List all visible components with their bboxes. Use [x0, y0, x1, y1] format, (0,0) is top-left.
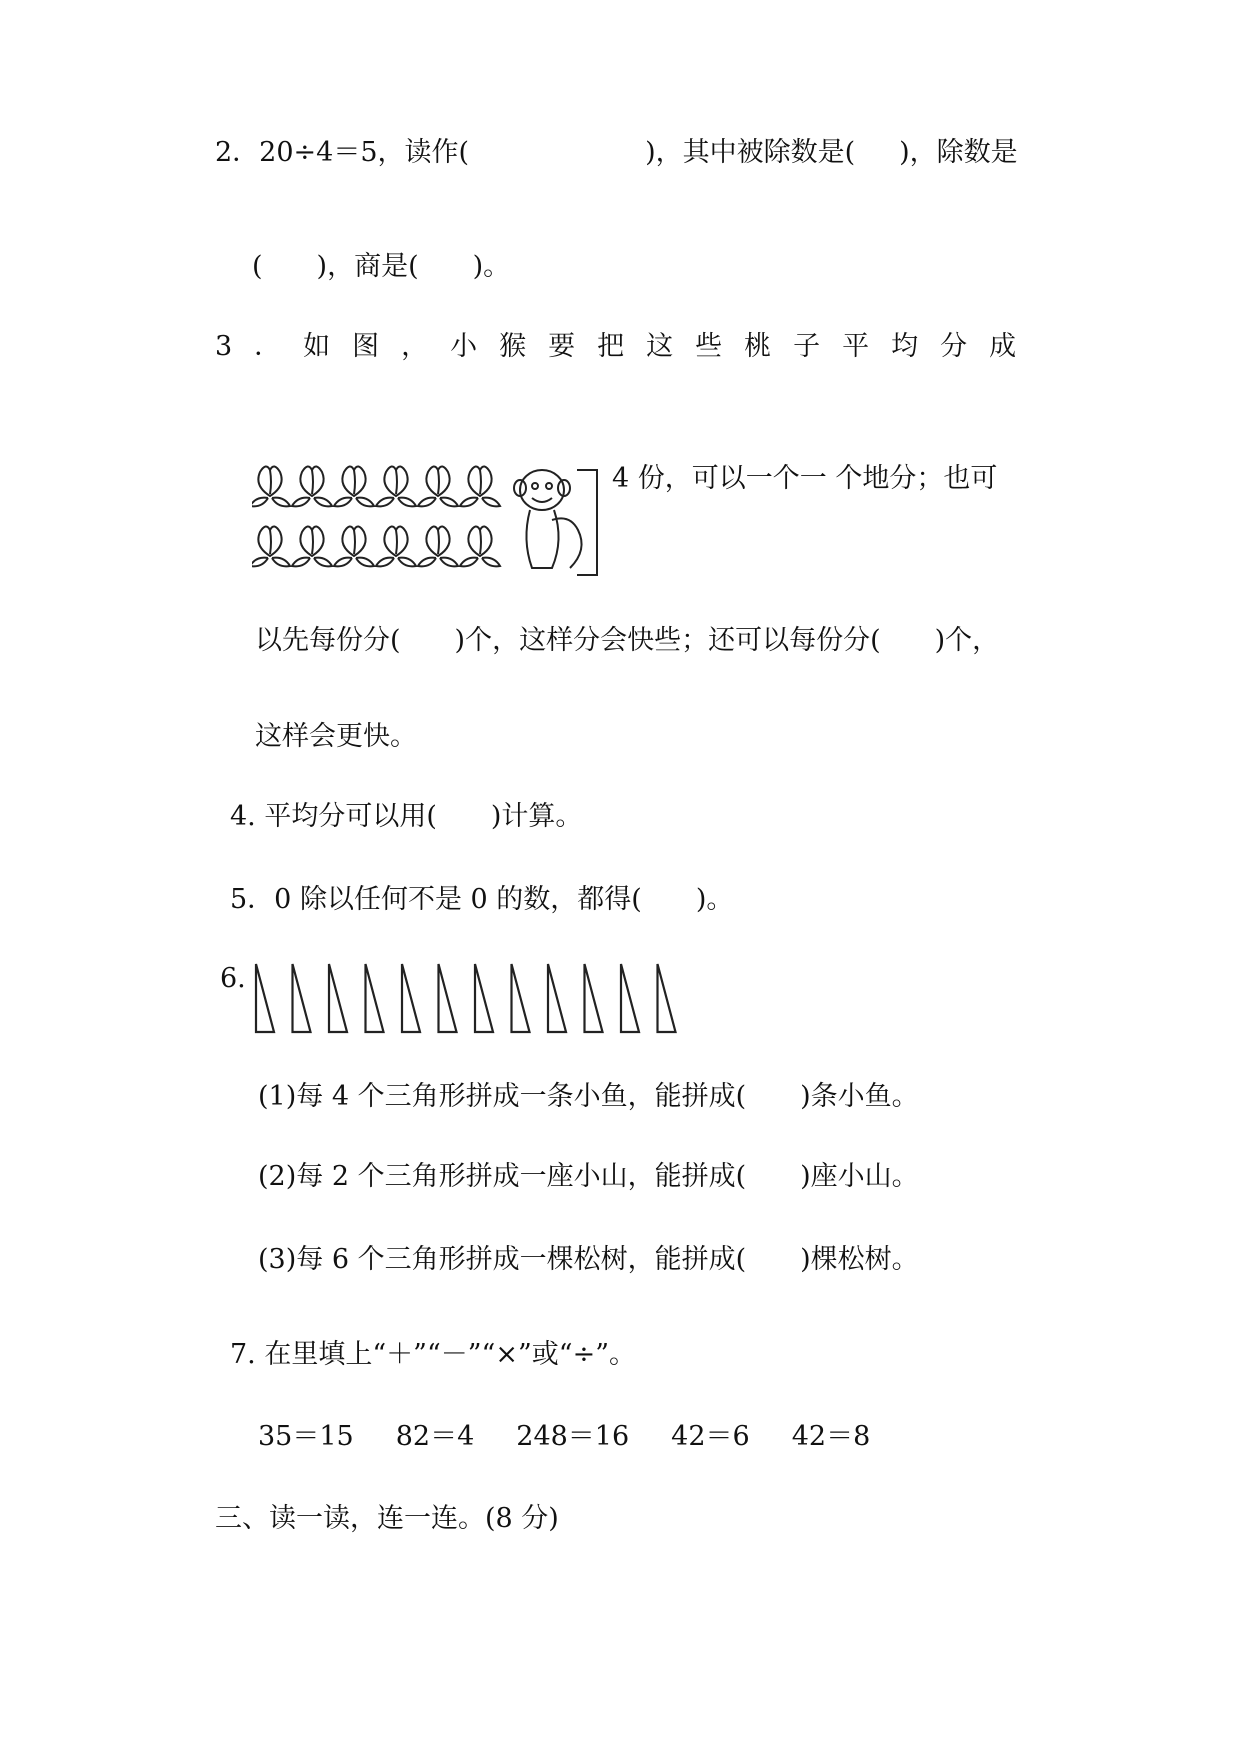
triangle-shape [366, 964, 384, 1032]
q7-text: 7. 在里填上“＋”“－”“×”或“÷”。 [230, 1339, 637, 1370]
triangle-shape [585, 964, 603, 1032]
q2-line1-part-b: )，其中被除数是( [645, 137, 856, 168]
q7-expressions [258, 1420, 870, 1454]
q6-sub2: (2)每 2 个三角形拼成一座小山，能拼成( )座小山。 [258, 1161, 919, 1192]
peach-icon [334, 526, 374, 566]
q6-sub3: (3)每 6 个三角形拼成一棵松树，能拼成( )棵松树。 [258, 1244, 919, 1275]
q2-line1-part-a: 2．20÷4＝5，读作( [215, 137, 470, 168]
peach-icon [252, 466, 290, 506]
triangle-shape [658, 964, 676, 1032]
q7-expression: 42＝8 [791, 1421, 871, 1452]
peach-icon [292, 526, 332, 566]
q7-expression: 35＝15 [258, 1421, 354, 1452]
triangle-shape [512, 964, 530, 1032]
q7-expression: 248＝16 [516, 1421, 630, 1452]
peach-icon [460, 466, 500, 506]
q3-line2: 以先每份分( )个，这样分会快些；还可以每份分( )个， [255, 625, 1000, 656]
triangle-shape [548, 964, 566, 1032]
peach-icon [252, 526, 290, 566]
triangle-shape [402, 964, 420, 1032]
q3-line1: 4 份，可以一个一 个地分；也可 [612, 463, 998, 494]
section3-title: 三、读一读，连一连。(8 分) [215, 1503, 559, 1534]
triangles-row [250, 960, 690, 1036]
triangle-shape [439, 964, 457, 1032]
q5-text: 5．0 除以任何不是 0 的数，都得( )。 [230, 884, 734, 915]
peaches-and-monkey-illustration [252, 450, 612, 582]
q7-expression: 42＝6 [671, 1421, 750, 1452]
triangle-shape [293, 964, 311, 1032]
q2-line2: ( )，商是( )。 [252, 251, 511, 282]
monkey-icon [514, 470, 597, 575]
peach-rows [252, 466, 500, 566]
peach-icon [418, 466, 458, 506]
peach-icon [460, 526, 500, 566]
q7-expression: 82＝4 [395, 1421, 475, 1452]
triangle-shape [475, 964, 493, 1032]
q2-line1-part-c: )，除数是 [899, 137, 1018, 168]
q6-number: 6. [220, 963, 246, 994]
q4-text: 4. 平均分可以用( )计算。 [230, 801, 583, 832]
q3-line3: 这样会更快。 [255, 721, 417, 752]
peach-icon [292, 466, 332, 506]
triangle-shape [256, 964, 274, 1032]
triangle-shape [621, 964, 639, 1032]
peach-icon [418, 526, 458, 566]
triangle-shape [329, 964, 347, 1032]
peach-icon [334, 466, 374, 506]
peach-icon [376, 526, 416, 566]
q6-sub1: (1)每 4 个三角形拼成一条小鱼，能拼成( )条小鱼。 [258, 1081, 919, 1112]
peach-icon [376, 466, 416, 506]
q2-line1 [215, 136, 1018, 170]
q3-heading: 3．如图，小猴要把这些桃子平均分成 [215, 331, 1039, 362]
